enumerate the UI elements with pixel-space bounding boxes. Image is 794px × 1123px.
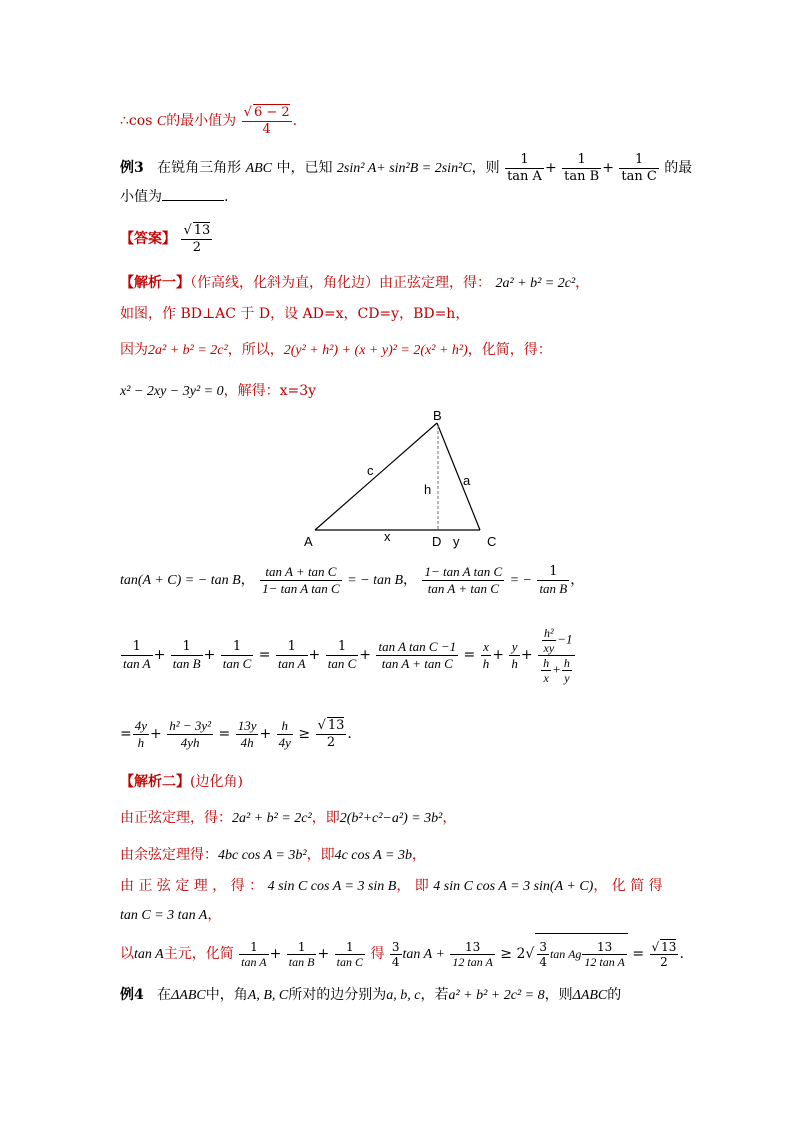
tan-product-fraction: [376, 639, 458, 672]
analysis2-l1-b: ，即: [311, 810, 340, 826]
derivation-line1: [120, 560, 584, 601]
example3-text1: 在锐角三角形: [157, 160, 242, 176]
segment-x-label: x: [384, 529, 391, 544]
side-c: [315, 423, 437, 530]
example3-end: .: [224, 189, 229, 205]
analysis2-l5-rad: tan Ag: [549, 947, 582, 961]
example3-line2: 小值为: [120, 189, 162, 205]
analysis2-l4-eq: tan C = 3 tan A: [120, 908, 208, 923]
min-value-fraction: [242, 104, 292, 138]
neg-cot-fraction: [537, 564, 569, 597]
derivation-one: 1: [276, 639, 308, 656]
math-fragment: [538, 626, 575, 656]
fraction-1-tanB: [562, 152, 601, 185]
analysis2-l5-ge: ≥ 2: [500, 946, 526, 962]
example4-line: [120, 985, 621, 1006]
example3-one: 1: [505, 152, 544, 169]
analysis2-end: .: [679, 946, 684, 962]
example3-label: 例3: [120, 160, 144, 176]
derivation-l1-b: = − tan B: [347, 573, 404, 588]
triangle-figure: [290, 410, 520, 555]
side-c-label: c: [367, 463, 374, 478]
math-fragment: [582, 940, 626, 969]
conclusion-den: 4: [262, 122, 271, 137]
analysis2-l2-b: ，即: [306, 847, 335, 863]
math-fragment: [276, 639, 308, 672]
math-fragment: [562, 656, 572, 685]
math-fragment: [326, 639, 359, 672]
compound-fraction: [538, 626, 575, 685]
answer-fraction: [181, 222, 212, 256]
conclusion-C: C: [156, 114, 167, 129]
analysis2-l5-a: 以: [120, 946, 134, 962]
analysis1-line3-a: 因为: [120, 342, 148, 358]
example3-abc: ABC: [245, 161, 273, 176]
analysis2-eq: =: [632, 946, 645, 962]
derivation-tanB: tan B: [172, 655, 201, 671]
math-fragment: [133, 718, 149, 751]
analysis1-comma: ，: [575, 275, 590, 291]
derivation-l1-c: = −: [509, 573, 532, 588]
derivation-l3-num2: h² − 3y²: [169, 717, 212, 733]
analysis2-l2-a: 由余弦定理得：: [120, 847, 218, 863]
derivation-l1-num2: tan A + tan C: [260, 564, 342, 581]
analysis2-l1-eq2: 2(b²+c²−a²) = 3b²: [339, 811, 443, 826]
derivation-h: h: [482, 655, 490, 671]
derivation-l1-den2: 1− tan A tan C: [262, 580, 340, 596]
example3-text3: ，则: [471, 160, 500, 176]
analysis1-line2: [120, 304, 469, 324]
example3-one: 1: [562, 152, 601, 169]
derivation-tanA: tan A: [123, 655, 151, 671]
math-fragment: [287, 940, 317, 969]
derivation-one: 1: [335, 940, 365, 955]
height-h-label: h: [424, 482, 432, 497]
math-fragment: [167, 718, 213, 751]
tan-sum-fraction: [260, 564, 342, 597]
derivation-end: .: [347, 726, 352, 742]
analysis2-line4: [120, 905, 221, 926]
conclusion-line: [120, 104, 297, 138]
derivation-l1-num4: 1: [537, 564, 569, 581]
analysis1-line3-c: ，化简，得：: [467, 342, 552, 358]
example4-tri: ΔABC: [572, 988, 608, 1003]
side-a-label: a: [463, 473, 471, 488]
analysis2-l5-34: tan A +: [402, 947, 445, 962]
math-fragment: $\frac{h}{x}$ + $\frac{h}{y}$: [543, 655, 570, 685]
conclusion-num: 6 − 2: [253, 105, 290, 120]
analysis2-line3: [120, 876, 663, 897]
derivation-l2-num: tan A tan C −1: [378, 638, 457, 654]
vertex-b-label: B: [433, 410, 442, 423]
side-a: [437, 423, 480, 530]
example3-f1-den: tan A: [507, 168, 542, 184]
math-fragment: [509, 639, 520, 672]
example4-text5: ，则: [544, 987, 573, 1003]
analysis2-l5-den13: 12 tan A: [452, 954, 493, 969]
analysis2-label-line: [120, 772, 243, 792]
analysis2-l2-eq2: 4c cos A = 3b: [334, 848, 412, 863]
analysis2-l2-c: ，: [411, 847, 426, 863]
analysis2-l5-c: 得: [370, 946, 385, 962]
analysis1-line4-eq: x² − 2xy − 3y² = 0: [120, 384, 224, 399]
derivation-l3-4y2: 4y: [278, 734, 291, 750]
analysis2-thirteen: 13: [582, 940, 626, 955]
math-fragment: [171, 639, 203, 672]
math-fragment: [121, 639, 153, 672]
example4-text1: 在: [157, 987, 172, 1003]
conclusion-text: 的最小值为: [166, 113, 237, 129]
analysis2-line5: [120, 933, 684, 975]
tan-inverse-fraction: [422, 564, 504, 597]
derivation-l3-13y: 13y: [237, 717, 257, 733]
given-equation: 2sin² A+ sin²B = 2sin²C: [336, 161, 472, 176]
derivation-xy: xy: [543, 640, 555, 655]
derivation-two: 2: [660, 955, 668, 969]
derivation-tanC: tan C: [327, 655, 357, 671]
answer-blank: [162, 186, 224, 201]
point-d-label: D: [432, 534, 442, 549]
analysis2-l3-eq: 4 sin C cos A = 3 sin B: [267, 879, 397, 894]
analysis2-l3-a: 由 正 弦 定 理 ， 得 ：: [120, 878, 264, 894]
analysis1-line3-eq2: 2(y² + h²) + (x + y)² = 2(x² + h²): [283, 343, 468, 358]
segment-y-label: y: [453, 534, 460, 549]
derivation-l2-den: tan A + tan C: [381, 655, 453, 671]
derivation-ge: ≥: [298, 726, 311, 742]
analysis1-eq: 2a² + b² = 2c²: [495, 276, 576, 291]
math-fragment: [450, 940, 494, 969]
analysis1-line4-b: ，解得：: [223, 383, 280, 399]
derivation-tanA: tan A: [277, 655, 306, 671]
derivation-one: 1: [171, 639, 203, 656]
example4-angles: A, B, C: [247, 988, 289, 1003]
analysis2-l4-c: ，: [207, 907, 222, 923]
derivation-sq13: 13: [661, 940, 677, 954]
derivation-h2: h²: [542, 626, 557, 641]
conclusion-cosC: cos: [128, 113, 153, 129]
math-fragment: [541, 656, 551, 685]
analysis1-line3: [120, 340, 552, 361]
math-fragment: √ 13: [317, 718, 345, 733]
derivation-one: 1: [287, 940, 317, 955]
derivation-line2: $\frac{1}{\text{tan A}}$ + $\frac{1}{\text{tan B}}$ + $\frac{1}{\text{tan C}}$ = $\frac{1}{\text{tan A}}$ + $\frac{1}{\text{tan C}}$ + $\frac{\text{tan A tan C −1}}{\text{tan A + tan C}}$ = $\frac{x}{h}$ + $\frac{y}{h}$ + $\frac{\text{h²}}{xy}$ −1 $\frac{h}{x}$ + $\frac{h}{y}$: [120, 615, 576, 695]
derivation-l3-4y: 4y: [134, 717, 148, 733]
example3-one: 1: [619, 152, 658, 169]
derivation-l3-4h: 4h: [240, 734, 254, 750]
math-fragment: [335, 940, 365, 969]
derivation-comma: ，: [240, 572, 255, 588]
derivation-minus1: −1: [557, 630, 573, 646]
example3-text2: 中，已知: [276, 160, 333, 176]
analysis2-l5-b: 主元，化简: [163, 946, 234, 962]
example4-eq: a² + b² + 2c² = 8: [448, 988, 545, 1003]
analysis1-line4: [120, 381, 316, 402]
math-fragment: √ 13: [183, 223, 211, 238]
analysis2-l3-eq2: 4 sin C cos A = 3 sin(A + C): [433, 879, 594, 894]
derivation-h: h: [543, 655, 550, 670]
derivation-h: h: [277, 718, 293, 735]
analysis1-line4-sol: x=3y: [279, 383, 317, 399]
derivation-x: x: [543, 670, 549, 685]
vertex-a-label: A: [304, 534, 313, 549]
fraction-1-tanC: [619, 152, 658, 185]
derivation-one: 1: [121, 639, 153, 656]
analysis1-line3-eq: 2a² + b² = 2c²: [148, 343, 228, 358]
derivation-line3: = $\frac{4y}{h}$ + $\frac{\text{h² − 3y²}}{4yh}$ = $\frac{13y}{4h}$ + $\frac{h}{4y}$ ≥ $\frac{√ 13}{2}$ .: [120, 717, 352, 750]
analysis2-l1-a: 由正弦定理，得：: [120, 810, 232, 826]
analysis2-four: 4: [391, 954, 400, 969]
derivation-one: 1: [221, 639, 254, 656]
math-fragment: $\frac{1}{\text{tan A}}$ + $\frac{1}{\text{tan B}}$ + $\frac{1}{\text{tan C}}$: [241, 939, 363, 969]
analysis1-line2: 如图，作 BD⊥AC 于 D，设 AD=x，CD=y，BD=h，: [120, 306, 470, 322]
derivation-comma: ，: [570, 572, 585, 588]
math-fragment: √ 13: [651, 940, 677, 954]
analysis2-l5-tanA: tan A: [134, 947, 164, 962]
vertex-c-label: C: [487, 534, 497, 549]
analysis1-line1: [120, 273, 589, 294]
derivation-y: y: [509, 639, 520, 656]
derivation-l1-num3: 1− tan A tan C: [424, 563, 503, 579]
analysis2-three: 3: [391, 939, 400, 954]
example3-line2: [120, 186, 228, 207]
math-fragment: [481, 639, 492, 672]
derivation-l3-den2: 4yh: [180, 734, 200, 750]
example3-line: 例3 在锐角三角形 ABC 中，已知 2sin² A+ sin²B = 2sin²C，则 $\frac{1}{\text{tan A}}$ + $\frac{1}{\text{tan B}}$ + $\frac{1}{\text{tan C}}$ 的最: [120, 151, 693, 184]
analysis1-method: （作高线，化斜为直，角化边）由正弦定理，得：: [190, 275, 491, 291]
example4-text4: ，若: [420, 987, 449, 1003]
math-fragment: [236, 718, 259, 751]
analysis2-line1: [120, 808, 456, 829]
analysis2-method: (边化角): [190, 774, 243, 790]
derivation-tanA: tan A: [241, 954, 267, 969]
example3-f2-den: tan B: [564, 168, 600, 184]
fraction-numerator: √ 6 − 2: [243, 105, 290, 120]
answer-label: 【答案】: [120, 231, 176, 247]
min-bound-fraction: [316, 717, 347, 751]
example4-sides: a, b, c: [386, 988, 421, 1003]
example4-text6: 的: [607, 987, 622, 1003]
derivation-one: 1: [326, 639, 359, 656]
derivation-tanB: tan B: [288, 954, 315, 969]
derivation-tanC: tan C: [222, 655, 252, 671]
math-fragment: [390, 940, 402, 969]
example3-text4: 的最: [664, 160, 693, 176]
derivation-l3-h: h: [137, 734, 145, 750]
math-fragment: [277, 718, 293, 751]
conclusion-end: .: [292, 113, 298, 129]
math-fragment: [239, 940, 268, 969]
analysis2-l1-eq: 2a² + b² = 2c²: [232, 811, 312, 826]
derivation-y: y: [564, 670, 570, 685]
derivation-l1-den4: tan B: [539, 580, 568, 596]
derivation-l1-a: tan(A + C) = − tan B: [120, 573, 241, 588]
example4-text3: 所对的边分别为: [288, 987, 387, 1003]
example4-tri: ΔABC: [171, 988, 206, 1003]
analysis2-l2-eq: 4bc cos A = 3b²: [218, 848, 307, 863]
answer-num: 13: [193, 223, 211, 238]
derivation-h: h: [511, 655, 518, 671]
fraction-1-tanA: [505, 152, 544, 185]
answer-den: 2: [192, 240, 202, 255]
example3-f3-den: tan C: [621, 168, 657, 184]
derivation-l1-den3: tan A + tan C: [427, 580, 499, 596]
analysis2-four: 4: [539, 955, 547, 969]
derivation-comma: ，: [403, 572, 418, 588]
analysis2-l1-c: ，: [442, 810, 457, 826]
analysis2-label: 【解析二】: [120, 774, 190, 790]
derivation-two: 2: [326, 735, 336, 750]
analysis1-line3-b: ，所以，: [227, 342, 284, 358]
example4-label: 例4: [120, 987, 144, 1003]
math-fragment: [537, 940, 549, 969]
math-fragment: [650, 939, 679, 969]
answer-line: [120, 220, 213, 258]
analysis2-l5-den13: 12 tan A: [584, 955, 625, 969]
math-fragment: [535, 933, 628, 974]
derivation-one: 1: [239, 940, 268, 955]
analysis2-line2: [120, 845, 426, 866]
analysis1-label: 【解析一】: [120, 275, 190, 291]
derivation-tanC: tan C: [336, 954, 363, 969]
conclusion-therefore: ∴: [120, 113, 129, 129]
analysis2-l3-b: ， 即: [396, 878, 429, 894]
derivation-x: x: [481, 639, 492, 656]
math-fragment: $\frac{3}{4}$ tan A + $\frac{13}{\text{12 tan A}}$ ≥ 2√ $\frac{3}{4}$ tan Ag $\frac{13}{\text{12 tan A}}$ = $\frac{√ 13}{2}$ .: [389, 946, 684, 962]
example4-text2: 中，角: [205, 987, 248, 1003]
derivation-h: h: [563, 655, 570, 670]
math-fragment: [221, 639, 254, 672]
analysis2-thirteen: 13: [450, 940, 494, 955]
math-fragment: [542, 626, 557, 655]
derivation-sq13: 13: [327, 718, 345, 733]
analysis2-three: 3: [539, 940, 547, 954]
analysis2-l3-c: ， 化 简 得: [593, 878, 663, 894]
